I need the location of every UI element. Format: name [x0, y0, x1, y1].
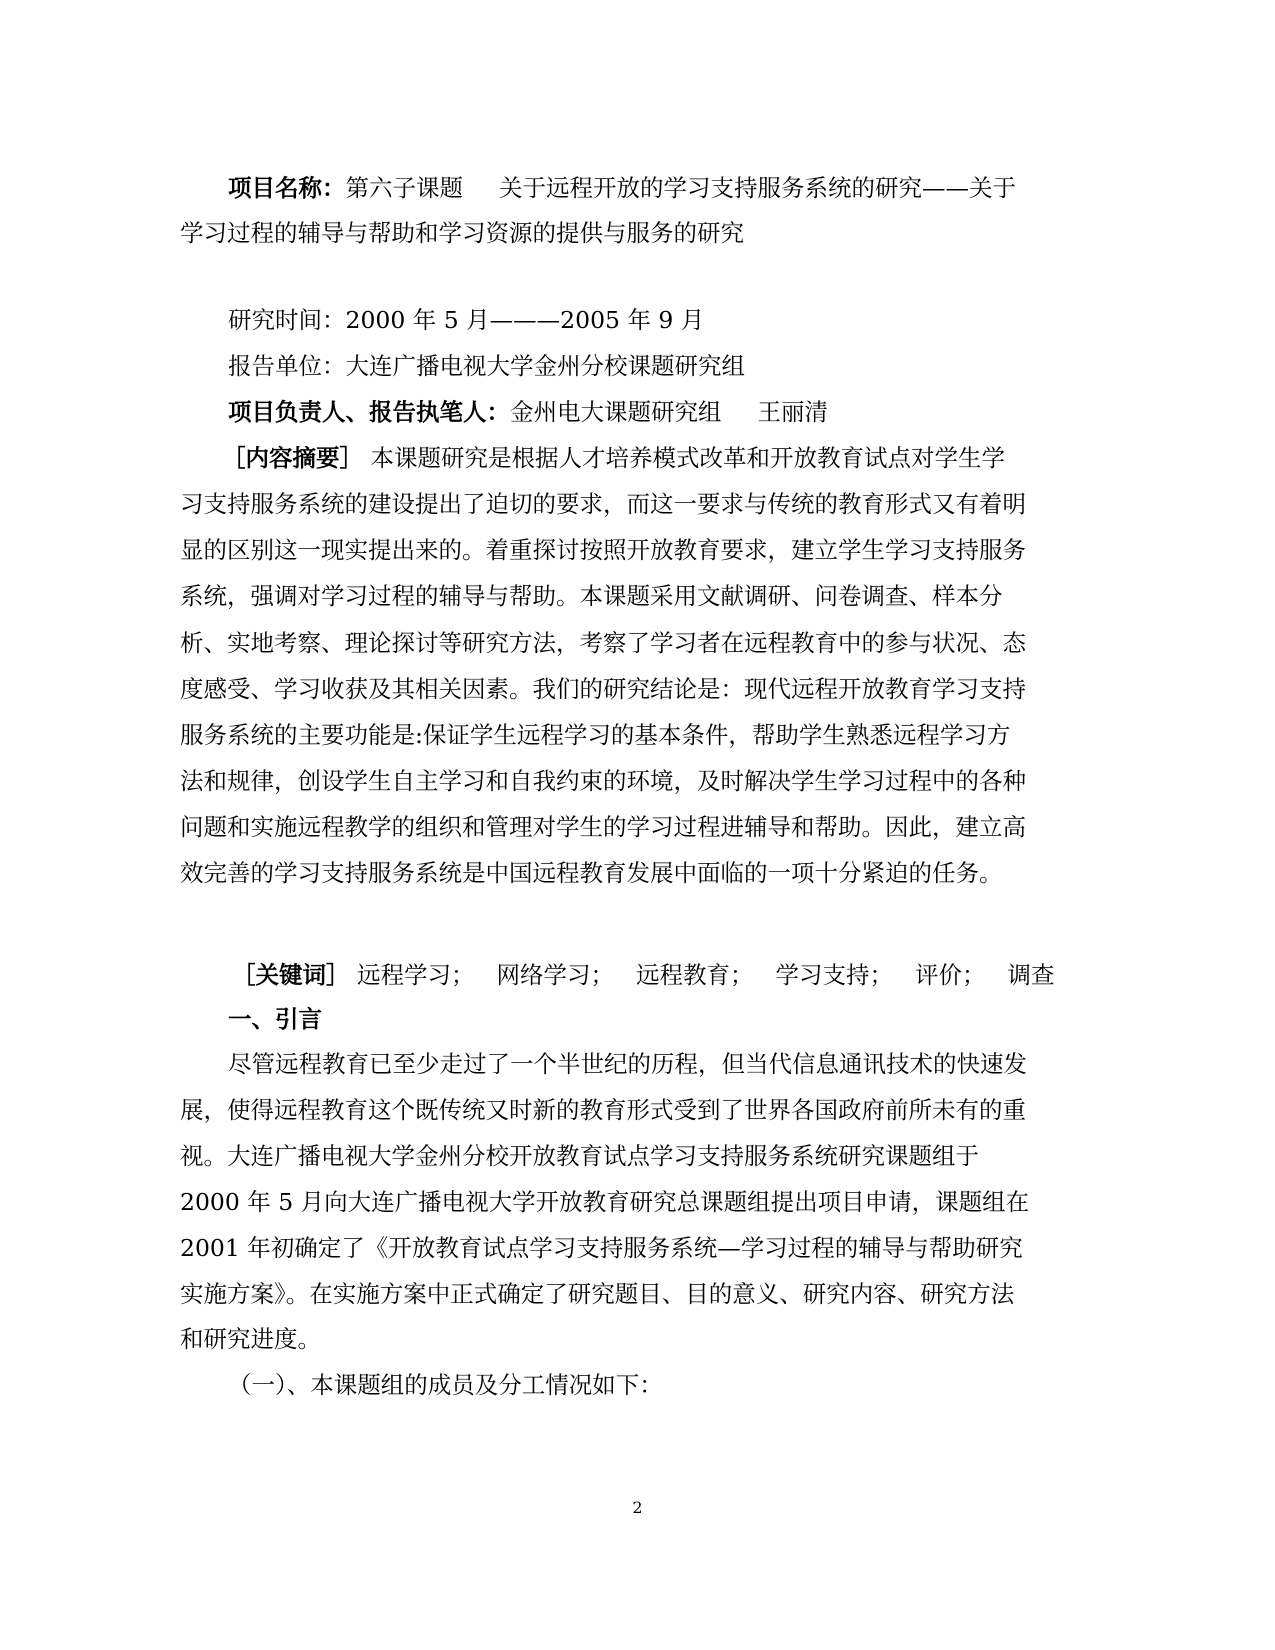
keyword-item: 远程学习； [356, 961, 475, 989]
project-leader [228, 397, 828, 427]
leader-group: 金州电大课题研究组 [510, 398, 722, 426]
keywords-line [232, 960, 1054, 990]
leader-label: 项目负责人、报告执笔人： [228, 398, 510, 426]
project-prefix: 第六子课题 [345, 174, 463, 202]
abstract-line: 度感受、学习收获及其相关因素。我们的研究结论是：现代远程开放教育学习支持 [180, 675, 1026, 703]
section-line: 尽管远程教育已至少走过了一个半世纪的历程，但当代信息通讯技术的快速发 [228, 1050, 1027, 1078]
abstract-line: 显的区别这一现实提出来的。着重探讨按照开放教育要求，建立学生学习支持服务 [180, 536, 1026, 564]
abstract-line: 法和规律，创设学生自主学习和自我约束的环境，及时解决学生学习过程中的各种 [180, 767, 1026, 795]
abstract-label: ［内容摘要］ [222, 444, 363, 472]
section-heading: 一、引言 [228, 1005, 322, 1033]
subsection-heading: （一）、本课题组的成员及分工情况如下： [228, 1371, 663, 1399]
page-number: 2 [632, 1498, 643, 1517]
keyword-item: 远程教育； [635, 961, 754, 989]
abstract-line-1 [222, 443, 1005, 473]
project-label: 项目名称： [228, 174, 346, 202]
report-unit: 报告单位：大连广播电视大学金州分校课题研究组 [228, 352, 745, 380]
project-title-part-1: 关于远程开放的学习支持服务系统的研究——关于 [499, 174, 1016, 202]
keyword-item: 学习支持； [775, 961, 893, 989]
section-line: 2000 年 5 月向大连广播电视大学开放教育研究总课题组提出项目申请，课题组在 [180, 1188, 1030, 1216]
keywords-label: ［关键词］ [232, 961, 350, 989]
keyword-item: 网络学习； [496, 961, 614, 989]
section-line: 和研究进度。 [180, 1325, 321, 1353]
research-time: 研究时间：2000 年 5 月———2005 年 9 月 [228, 306, 705, 334]
abstract-text: 本课题研究是根据人才培养模式改革和开放教育试点对学生学 [370, 444, 1005, 472]
abstract-line: 效完善的学习支持服务系统是中国远程教育发展中面临的一项十分紧迫的任务。 [180, 859, 1003, 887]
abstract-line: 服务系统的主要功能是:保证学生远程学习的基本条件，帮助学生熟悉远程学习方 [180, 721, 1011, 749]
project-title-line-2: 学习过程的辅导与帮助和学习资源的提供与服务的研究 [180, 219, 744, 247]
abstract-line: 析、实地考察、理论探讨等研究方法，考察了学习者在远程教育中的参与状况、态 [180, 629, 1026, 657]
section-line: 实施方案》。在实施方案中正式确定了研究题目、目的意义、研究内容、研究方法 [180, 1280, 1015, 1308]
keyword-item: 评价； [914, 961, 986, 989]
abstract-line: 习支持服务系统的建设提出了迫切的要求，而这一要求与传统的教育形式又有着明 [180, 490, 1026, 518]
section-line: 展，使得远程教育这个既传统又时新的教育形式受到了世界各国政府前所未有的重 [180, 1096, 1026, 1124]
keyword-item: 调查 [1007, 961, 1055, 989]
leader-name: 王丽清 [757, 398, 828, 426]
abstract-line: 问题和实施远程教学的组织和管理对学生的学习过程进辅导和帮助。因此，建立高 [180, 813, 1026, 841]
section-line: 2001 年初确定了《开放教育试点学习支持服务系统—学习过程的辅导与帮助研究 [180, 1234, 1023, 1262]
section-line: 视。大连广播电视大学金州分校开放教育试点学习支持服务系统研究课题组于 [180, 1142, 979, 1170]
abstract-line: 系统，强调对学习过程的辅导与帮助。本课题采用文献调研、问卷调查、样本分 [180, 582, 1003, 610]
project-title-line-1 [228, 173, 1016, 203]
